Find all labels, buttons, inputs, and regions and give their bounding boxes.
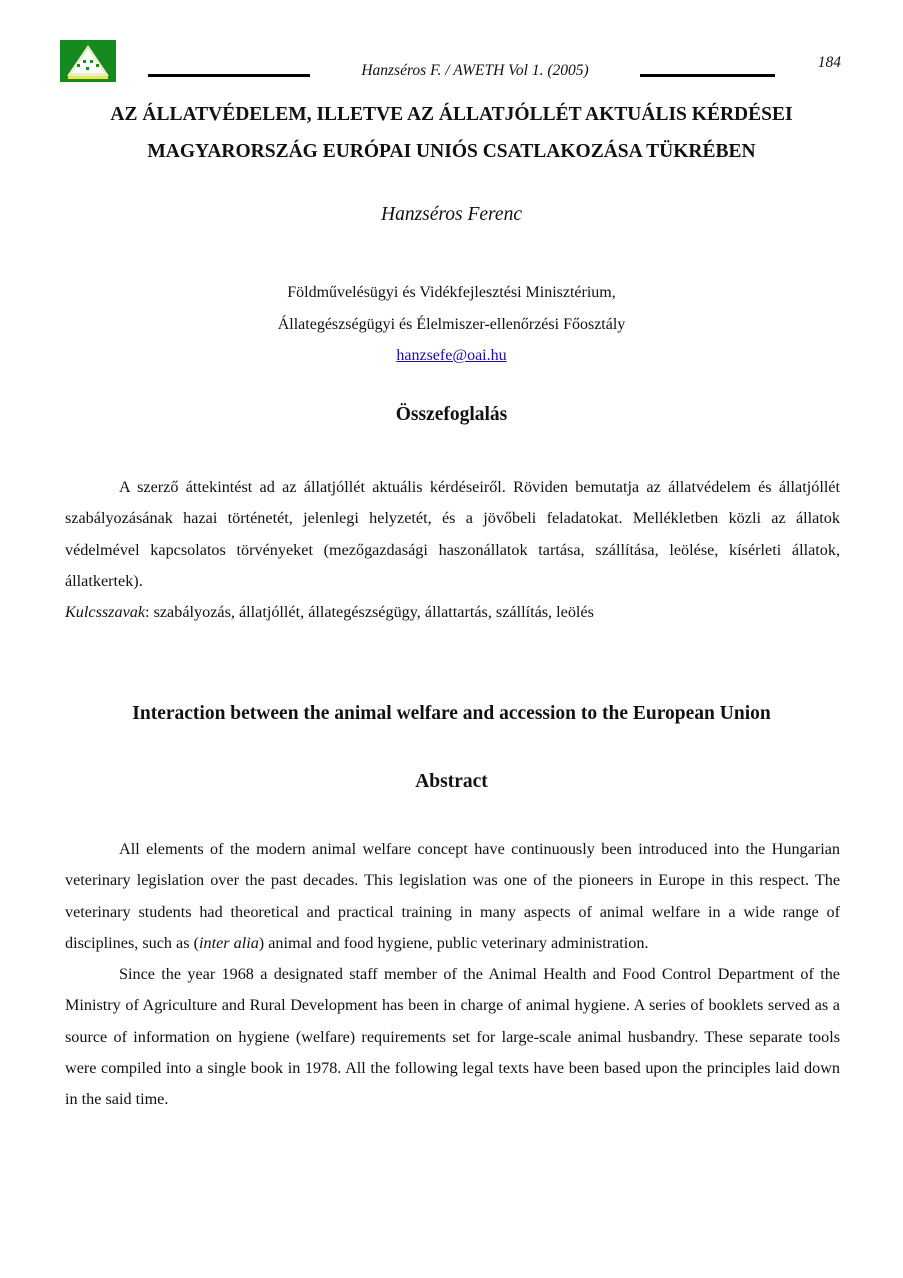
keywords-line xyxy=(65,597,840,628)
english-title: Interaction between the animal welfare and accession to the European Union xyxy=(132,703,771,724)
abstract-heading: Abstract xyxy=(415,771,488,792)
affiliation xyxy=(0,277,903,372)
running-head: Hanzséros F. / AWETH Vol 1. (2005) xyxy=(361,62,589,79)
affiliation-line-1: Földművelésügyi és Vidékfejlesztési Minisztérium, xyxy=(287,284,616,301)
paper-title-line-1: AZ ÁLLATVÉDELEM, ILLETVE AZ ÁLLATJÓLLÉT AKTUÁLIS KÉRDÉSEI xyxy=(110,104,793,125)
summary-heading: Összefoglalás xyxy=(395,404,508,425)
keywords-list: : szabályozás, állatjóllét, állategészségügy, állattartás, szállítás, leölés xyxy=(145,603,594,622)
author-name: Hanzséros Ferenc xyxy=(381,204,522,225)
latin-phrase: inter alia xyxy=(198,933,259,952)
header-rule-right xyxy=(640,74,775,77)
header-rule-left xyxy=(148,74,310,77)
summary-body xyxy=(65,472,840,628)
paper-title-line-2: MAGYARORSZÁG EURÓPAI UNIÓS CSATLAKOZÁSA TÜKRÉBEN xyxy=(147,141,756,162)
abstract-paragraph-2: Since the year 1968 a designated staff member of the Animal Health and Food Control Department of the Ministry of Agriculture and Rural Development has been in charge of animal hygiene. A series of booklets served as a source of information on hygiene (welfare) requirements set for large-scale animal husbandry. These separate tools were compiled into a single book in 1978. All the following legal texts have been based upon the principles laid down in the said time. xyxy=(65,965,840,1109)
pyramid-logo-icon xyxy=(60,40,116,82)
affiliation-line-2: Állategészségügyi és Élelmiszer-ellenőrzési Főosztály xyxy=(277,315,626,333)
author-email-link[interactable]: hanzsefe@oai.hu xyxy=(396,347,507,364)
abstract-paragraph-1: All elements of the modern animal welfare concept have continuously been introduced into the Hungarian veterinary legislation over the past decades. This legislation was one of the pioneers in Europe in this respect. The veterinary students had theoretical and practical training in many aspects of animal welfare in a wide range of disciplines, such as (inter alia) animal and food hygiene, public veterinary administration. xyxy=(65,840,840,952)
summary-paragraph: A szerző áttekintést ad az állatjóllét aktuális kérdéseiről. Röviden bemutatja az állatvédelem és állatjóllét szabályozásának hazai történetét, jelenlegi helyzetét, és a jövőbeli feladatokat. Mellékletben közli az állatok védelmével kapcsolatos törvényeket (mezőgazdasági haszonállatok tartása, szállítása, leölése, kísérleti állatok, állatkertek). xyxy=(65,478,840,590)
paper-title xyxy=(40,96,863,170)
abstract-body xyxy=(65,834,840,1116)
journal-logo xyxy=(60,40,116,82)
page-number: 184 xyxy=(817,54,841,71)
keywords-label: Kulcsszavak xyxy=(65,603,146,622)
